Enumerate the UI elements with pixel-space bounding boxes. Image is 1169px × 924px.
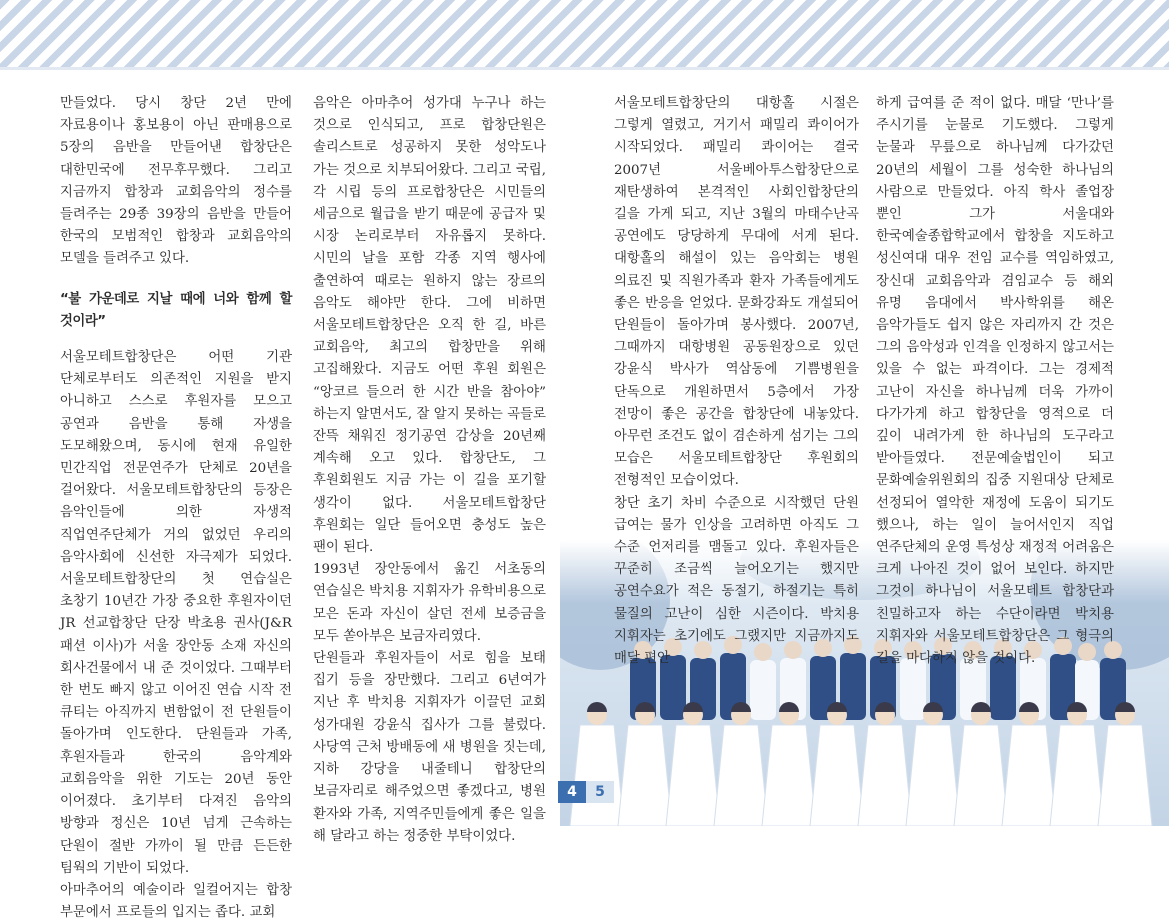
paragraph: 하게 급여를 준 적이 없다. 매달 ‘만나’를 주시기를 눈물로 기도했다. 그렇게 눈물과 무릎으로 하나님께 다가갔던 20년의 세월이 그를 성숙한 하나님의 사람으로 만들었다. 아직 학사 졸업장 뿐인 그가 서울대와 한국예술종합학교에서 합창을 지도하고 성신여대 대우 전임 교수를 역임하였고, 장신대 교회음악과 겸임교수 등 해외 유명 음대에서 박사학위를 해온 음악가들도 쉽지 않은 자리까지 간 것은 그의 음악성과 인격을 인정하지 않고서는 있을 수 없는 파격이다. 그는 경제적 고난이 자신을 하나님께 더욱 가까이 다가가게 하고 합창단을 영적으로 더 깊이 내려가게 한 하나님의 도구라고 받아들였다. 전문예술법인이 되고 문화예술위원회의 집중 지원대상 단체로 선정되어 열악한 재정에 도움이 되기도 했으나, 하는 일이 늘어서인지 직업 연주단체의 운영 특성상 재정적 어려움은 크게 나아진 것이 없어 보인다. 하지만 그것이 하나님이 서울모테트 합창단과 친밀하고자 하는 수단이라면 박치용 지휘자와 서울모테트합창단은 그 형극의 길을 마다하지 않을 것이다. [876, 96, 1114, 667]
paragraph: 서울모테트합창단은 어떤 기관 단체로부터도 의존적인 지원을 받지 아니하고 스스로 후원자를 모으고 공연과 음반을 통해 자생을 도모해왔으며, 동시에 현재 유일한 민간직업 전문연주가 단체로 20년을 걸어왔다. 서울모테트합창단의 등장은 음악인들에 의한 자생적 직업연주단체가 거의 없었던 우리의 음악사회에 신선한 자극제가 되었다. 서울모테트합창단의 첫 연습실은 초창기 10년간 가장 중요한 후원자이던 JR 선교합창단 단장 박초용 권사(J&R 패션 이사)가 서울 장안동 소재 자신의 회사건물에서 내 준 것이었다. 그때부터 한 번도 빠지 않고 이어진 연습 시작 전 큐티는 아직까지 변함없이 전 단원들이 돌아가며 인도한다. 단원들과 가족, 후원자들과 한국의 음악계와 교회음악을 위한 기도는 20년 동안 이어졌다. 초기부터 다져진 음악의 방향과 정신은 10년 넘게 근속하는 단원이 절반 가까이 될 만큼 든든한 팀웍의 기반이 되었다. [60, 350, 292, 876]
text-column-3 [614, 93, 859, 670]
paragraph: 아마추어의 예술이라 일컬어지는 합창 부문에서 프로들의 입지는 좁다. 교회 [60, 882, 292, 921]
text-column-2 [313, 93, 546, 848]
paragraph: 창단 초기 차비 수준으로 시작했던 단원 급여는 물가 인상을 고려하면 아직도 그 수준 언저리를 맴돌고 있다. 후원자들은 꾸준히 조금씩 늘어오기는 했지만 공연수요가 적은 동절기, 하절기는 특히 물질의 고난이 심한 시즌이다. 박치용 지휘자는 초기에도 그랬지만 지금까지도 매달 편안 [614, 495, 859, 667]
text-column-4 [876, 93, 1114, 670]
page-number-right: 5 [586, 781, 614, 803]
section-heading: “불 가운데로 지날 때에 너와 함께 할 것이라” [60, 291, 292, 329]
header-stripe-band [0, 0, 1169, 70]
page-number-left: 4 [558, 781, 586, 803]
paragraph: 만들었다. 당시 창단 2년 만에 자료용이나 홍보용이 아닌 판매용으로 5장의 음반을 만들어낸 합창단은 대한민국에 전무후무했다. 그리고 지금까지 합창과 교회음악의 정수를 들려주는 29종 39장의 음반을 만들어 한국의 모범적인 합창과 교회음악의 모델을 들려주고 있다. [60, 96, 292, 267]
text-column-1 [60, 93, 292, 924]
paragraph: 서울모테트합창단의 대항홀 시절은 그렇게 열렸고, 거기서 패밀리 콰이어가 시작되었다. 패밀리 콰이어는 결국 2007년 서울베아투스합창단으로 재탄생하여 본격적인 사회인합창단의 길을 가게 되고, 지난 3월의 마태수난곡 공연에도 당당하게 무대에 서게 된다. 대항홀의 해설이 있는 음악회는 병원 의료진 및 직원가족과 환자 가족들에게도 좋은 반응을 얻었다. 문화강좌도 개설되어 단원들이 돌아가며 봉사했다. 2007년, 그때까지 대항병원 공동원장으로 있던 강윤식 박사가 역삼동에 기쁨병원을 단독으로 개원하면서 5층에서 가장 전망이 좋은 공간을 합창단에 내놓았다. 아무런 조건도 없이 겸손하게 섬기는 그의 모습은 서울모테트합창단 후원회의 전형적인 모습이었다. [614, 96, 859, 489]
paragraph: 단원들과 후원자들이 서로 힘을 보태 집기 등을 장만했다. 그리고 6년여가 지난 후 박치용 지휘자가 이끌던 교회 성가대원 강윤식 집사가 그를 불렀다. 사당역 근처 방배동에 새 병원을 짓는데, 지하 강당을 내줄테니 합창단의 보금자리로 해주었으면 좋겠다고, 병원 환자와 가족, 지역주민들에게 좋은 일을 해 달라고 하는 정중한 부탁이었다. [313, 651, 546, 844]
paragraph: 음악은 아마추어 성가대 누구나 하는 것으로 인식되고, 프로 합창단원은 솔리스트로 성공하지 못한 성악도나 가는 것으로 치부되어왔다. 그리고 국립, 각 시립 등의 프로합창단은 시민들의 세금으로 월급을 받기 때문에 공급자 및 시장 논리로부터 자유롭지 못하다. 시민의 날을 포함 각종 지역 행사에 출연하여 때로는 원하지 않는 장르의 음악도 해야만 한다. 그에 비하면 서울모테트합창단은 오직 한 길, 바른 교회음악, 최고의 합창만을 위해 고집해왔다. 지금도 어떤 후원 회원은 “앙코르 들으러 한 시간 반을 참아야” 하는지 알면서도, 잘 알지 못하는 곡들로 잔뜩 채워진 정기공연 감상을 20년째 계속해 오고 있다. 합창단도, 그 후원회원도 지금 가는 이 길을 포기할 생각이 없다. 서울모테트합창단 후원회는 일단 들어오면 충성도 높은 팬이 된다. [313, 96, 546, 556]
paragraph: 1993년 장안동에서 옮긴 서초동의 연습실은 박치용 지휘자가 유학비용으로 모은 돈과 자신이 살던 전세 보증금을 모두 쏟아부은 보금자리였다. [313, 562, 546, 644]
page-numbers [558, 781, 614, 803]
